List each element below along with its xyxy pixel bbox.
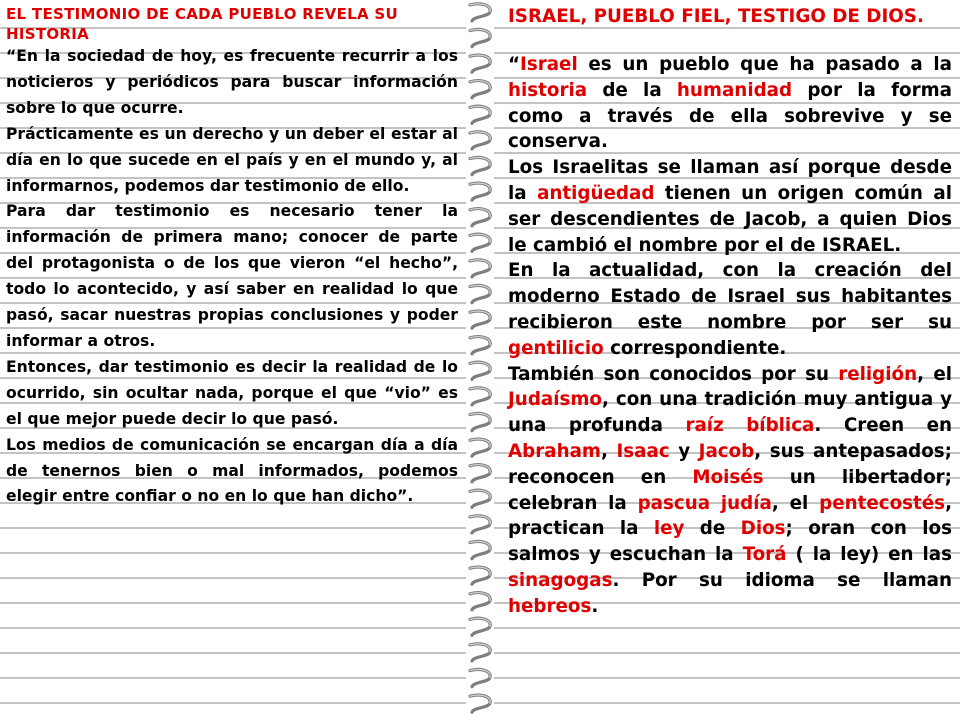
text-run: de <box>684 518 741 540</box>
highlight-word: ley <box>653 518 685 540</box>
text-run: , <box>601 440 617 462</box>
text-run: “ <box>508 54 521 75</box>
highlight-word: pascua judía <box>637 492 772 514</box>
spiral-coil <box>470 337 490 354</box>
spiral-coil <box>470 567 490 584</box>
highlight-word: religión <box>838 363 918 385</box>
highlight-word: antigüedad <box>537 182 655 204</box>
highlight-word: Dios <box>740 518 786 540</box>
left-title: EL TESTIMONIO DE CADA PUEBLO REVELA SU HISTORIA <box>6 5 399 43</box>
highlight-word: raíz bíblica <box>685 415 815 437</box>
spiral-coil <box>470 81 490 98</box>
highlight-word: sinagogas <box>508 569 613 591</box>
right-paragraph-4 <box>508 362 952 620</box>
right-title: ISRAEL, PUEBLO FIEL, TESTIGO DE DIOS. <box>508 6 924 27</box>
text-run: , con una tradición muy antigua y una profunda <box>508 389 952 437</box>
spiral-coil <box>470 516 490 533</box>
spiral-binding <box>462 0 498 720</box>
text-run: . <box>814 415 822 437</box>
left-column <box>6 4 458 510</box>
highlight-word: Moisés <box>692 466 764 488</box>
left-paragraph-4: Entonces, dar testimonio es decir la realidad de lo ocurrido, sin ocultar nada, porque el que “vio” es el que mejor puede decir lo que pasó. <box>6 357 458 428</box>
spiral-coil <box>470 209 490 226</box>
left-paragraph-1: “En la sociedad de hoy, es frecuente recurrir a los noticieros y periódicos para buscar información sobre lo que ocurre. <box>6 47 458 117</box>
spiral-coil <box>470 439 490 456</box>
text-run: En la actualidad, con la creación del moderno Estado de Israel sus habitantes recibieron este nombre por ser su <box>508 260 952 333</box>
spiral-coil <box>470 644 490 661</box>
text-run: ; oran con los salmos y escuchan la <box>508 518 952 566</box>
text-run: un libertador; celebran la <box>508 466 952 514</box>
text-run: , practican la <box>508 492 953 540</box>
spiral-coil <box>470 388 490 405</box>
spiral-coil <box>470 490 490 507</box>
title-spacer <box>508 30 952 52</box>
text-run: tienen un origen común al ser descendientes de Jacob, a quien Dios le cambió el nombre por el de ISRAEL. <box>508 182 952 256</box>
spiral-coil <box>470 695 490 712</box>
highlight-word: Isaac <box>616 440 670 462</box>
right-column <box>508 4 952 620</box>
left-paragraph-2: Prácticamente es un derecho y un deber el estar al día en lo que sucede en el país y en el mundo y, al informarnos, podemos dar testimonio de ello. <box>6 124 458 195</box>
spiral-coil <box>470 29 490 46</box>
highlight-word: Judaísmo <box>508 389 602 411</box>
highlight-word: hebreos <box>508 595 592 617</box>
text-run: Creen en <box>821 415 952 437</box>
text-run: por la forma como a través de ella sobrevive y se conserva. <box>508 79 952 153</box>
spiral-coil <box>470 618 490 635</box>
spiral-coil <box>470 413 490 430</box>
spiral-coil <box>470 541 490 558</box>
highlight-word: Abraham <box>508 440 601 462</box>
text-run: , el <box>771 492 820 514</box>
text-run: y <box>669 440 699 462</box>
text-run: , el <box>917 363 952 385</box>
text-run: . <box>591 595 599 617</box>
spiral-coil <box>470 593 490 610</box>
text-run: , sus antepasados; reconocen en <box>508 440 952 488</box>
text-run: Los Israelitas se llaman así porque desde la <box>508 157 952 204</box>
left-paragraph-5: Los medios de comunicación se encargan día a día de tenernos bien o mal informados, podemos elegir entre confiar o no en lo que han dicho”. <box>6 435 458 506</box>
spiral-coil <box>470 4 490 21</box>
spiral-coil <box>470 183 490 200</box>
spiral-coil <box>470 157 490 174</box>
spiral-coil <box>470 234 490 251</box>
text-run: es un pueblo que ha pasado a la <box>577 54 952 75</box>
text-run: de la <box>587 79 677 101</box>
highlight-word: pentecostés <box>819 492 946 514</box>
highlight-word: gentilicio <box>508 337 604 359</box>
text-run: También son conocidos por su <box>508 363 839 385</box>
right-paragraph-3 <box>508 258 952 361</box>
highlight-word: historia <box>508 79 588 101</box>
spiral-coil <box>470 106 490 123</box>
spiral-coil <box>470 260 490 277</box>
text-run: correspondiente. <box>603 337 787 359</box>
spiral-coil <box>470 669 490 686</box>
text-run: . Por su idioma se llaman <box>612 569 952 591</box>
right-paragraph-1 <box>508 52 952 155</box>
left-paragraph-3: Para dar testimonio es necesario tener la información de primera mano; conocer de parte del protagonista o de los que vieron “el hecho”, todo lo acontecido, y así saber en realidad lo que pasó, sacar nuestras propias conclusiones y poder informar a otros. <box>6 202 458 350</box>
spiral-coil <box>470 55 490 72</box>
spiral-coil <box>470 362 490 379</box>
text-run: ( la ley) en las <box>786 544 952 566</box>
highlight-word: humanidad <box>676 79 793 101</box>
highlight-word: Israel <box>520 54 578 75</box>
spiral-coil <box>470 311 490 328</box>
highlight-word: Torá <box>742 544 787 566</box>
spiral-coil <box>470 132 490 149</box>
spiral-coil <box>470 285 490 302</box>
highlight-word: Jacob <box>698 440 755 462</box>
right-paragraph-2 <box>508 155 952 258</box>
spiral-coil <box>470 465 490 482</box>
